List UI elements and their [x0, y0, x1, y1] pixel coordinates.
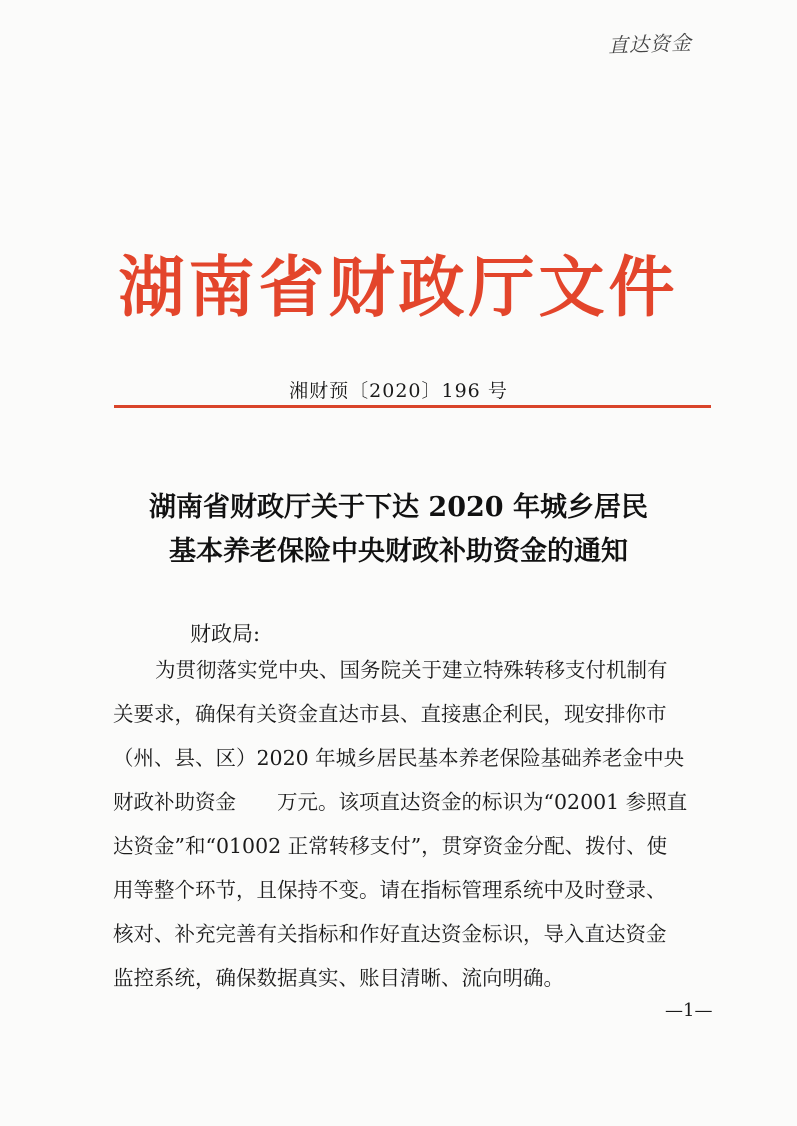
masthead-title: 湖南省财政厅文件: [118, 249, 679, 326]
title-line-1: 湖南省财政厅关于下达 2020 年城乡居民: [149, 492, 648, 523]
body-line: 用等整个环节，且保持不变。请在指标管理系统中及时登录、: [113, 878, 667, 902]
body-line: 财政补助资金 万元。该项直达资金的标识为“02001 参照直: [113, 790, 688, 814]
body-line: 为贯彻落实党中央、国务院关于建立特殊转移支付机制有: [155, 658, 668, 682]
body-paragraph: [113, 648, 733, 1000]
document-title: [0, 486, 797, 574]
body-line: （州、县、区）2020 年城乡居民基本养老保险基础养老金中央: [113, 746, 685, 770]
body-line: 监控系统，确保数据真实、账目清晰、流向明确。: [113, 966, 564, 990]
document-number: 湘财预〔2020〕196 号: [289, 380, 508, 402]
red-divider-line: [114, 405, 711, 408]
title-line-2: 基本养老保险中央财政补助资金的通知: [169, 536, 628, 567]
body-line: 达资金”和“01002 正常转移支付”，贯穿资金分配、拨付、使: [113, 834, 668, 858]
body-line: 核对、补充完善有关指标和作好直达资金标识，导入直达资金: [113, 922, 667, 946]
body-line: 关要求，确保有关资金直达市县、直接惠企利民，现安排你市: [113, 702, 667, 726]
page-number: —1—: [665, 1000, 713, 1021]
recipient-salutation: 财政局:: [190, 622, 261, 646]
handwritten-note: 直达资金: [607, 30, 693, 58]
